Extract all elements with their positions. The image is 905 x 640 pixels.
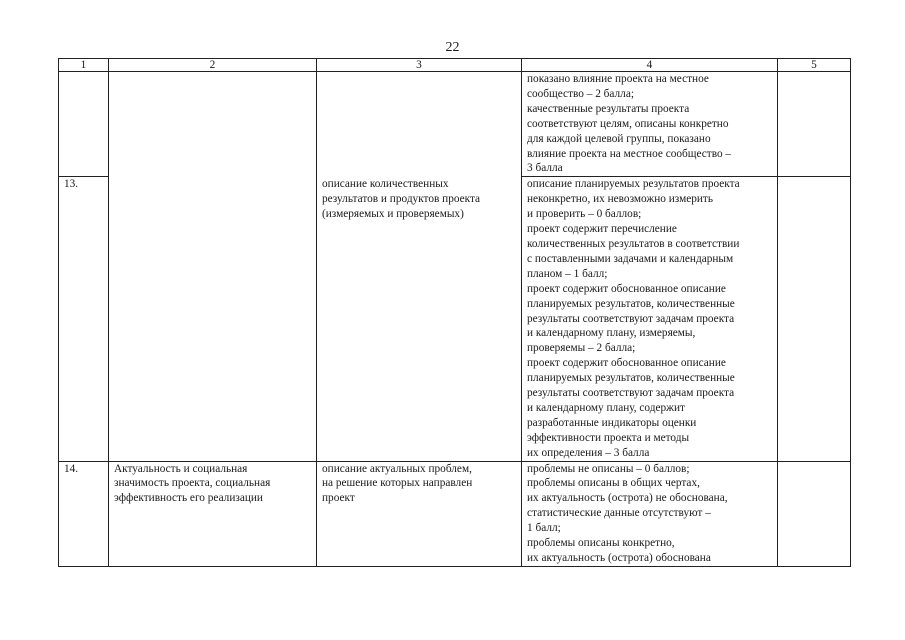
scoring-line: проверяемы – 2 балла; <box>527 342 636 355</box>
criterion-cell <box>109 461 317 566</box>
criterion-line: значимость проекта, социальная <box>114 477 271 490</box>
indicator-cell <box>317 72 522 177</box>
scoring-line: сообщество – 2 балла; <box>527 87 634 100</box>
criterion-line: эффективность его реализации <box>114 492 263 505</box>
scoring-line: проект содержит обоснованное описание <box>527 357 726 370</box>
indicator-line: описание актуальных проблем, <box>322 462 472 475</box>
table-row-13 <box>59 177 851 461</box>
indicator-line: проект <box>322 492 355 505</box>
criterion-cell <box>109 72 317 177</box>
scoring-line: влияние проекта на местное сообщество – <box>527 147 732 160</box>
criterion-cell <box>109 177 317 461</box>
scoring-line: результаты соответствуют задачам проекта <box>527 387 735 400</box>
header-col-5: 5 <box>778 59 851 72</box>
scoring-line: планом – 1 балл; <box>527 267 608 280</box>
header-col-2: 2 <box>109 59 317 72</box>
scoring-line: и календарному плану, содержит <box>527 401 685 414</box>
indicator-line: описание количественных <box>322 177 449 190</box>
header-row <box>59 59 851 72</box>
row-number: 13. <box>59 177 109 461</box>
col5-cell <box>778 461 851 566</box>
scoring-cell <box>522 461 778 566</box>
scoring-line: их актуальность (острота) не обоснована, <box>527 492 728 505</box>
criterion-line: Актуальность и социальная <box>114 462 248 475</box>
table-row-continued <box>59 72 851 177</box>
scoring-line: проект содержит обоснованное описание <box>527 282 726 295</box>
indicator-line: результатов и продуктов проекта <box>322 192 481 205</box>
scoring-line: и проверить – 0 баллов; <box>527 208 642 221</box>
col5-cell <box>778 72 851 177</box>
row-number: 14. <box>59 461 109 566</box>
header-col-1: 1 <box>59 59 109 72</box>
scoring-line: описание планируемых результатов проекта <box>527 178 740 191</box>
scoring-cell <box>522 177 778 461</box>
scoring-line: соответствуют целям, описаны конкретно <box>527 117 729 130</box>
scoring-line: 3 балла <box>527 162 563 175</box>
scoring-line: неконкретно, их невозможно измерить <box>527 193 714 206</box>
scoring-line: разработанные индикаторы оценки <box>527 416 697 429</box>
indicator-cell <box>317 461 522 566</box>
scoring-line: проблемы описаны в общих чертах, <box>527 477 700 490</box>
scoring-line: проблемы не описаны – 0 баллов; <box>527 462 690 475</box>
indicator-cell <box>317 177 522 461</box>
col5-cell <box>778 177 851 461</box>
page-number: 22 <box>445 40 460 55</box>
row-number <box>59 72 109 177</box>
indicator-line: (измеряемых и проверяемых) <box>322 207 464 220</box>
scoring-cell <box>522 72 778 177</box>
scoring-line: показано влияние проекта на местное <box>527 73 709 85</box>
indicator-line: на решение которых направлен <box>322 477 473 490</box>
scoring-line: проблемы описаны конкретно, <box>527 537 675 550</box>
scoring-line: их определения – 3 балла <box>527 446 650 459</box>
scoring-line: результаты соответствуют задачам проекта <box>527 312 735 325</box>
scoring-line: эффективности проекта и методы <box>527 431 690 444</box>
scoring-line: для каждой целевой группы, показано <box>527 132 711 145</box>
scoring-line: и календарному плану, измеряемы, <box>527 327 696 340</box>
scoring-line: их актуальность (острота) обоснована <box>527 552 711 564</box>
scoring-line: количественных результатов в соответствии <box>527 237 740 250</box>
criteria-table <box>58 58 851 567</box>
header-col-4: 4 <box>522 59 778 72</box>
scoring-line: проект содержит перечисление <box>527 223 677 236</box>
scoring-line: с поставленными задачами и календарным <box>527 252 734 265</box>
scoring-line: планируемых результатов, количественные <box>527 297 735 310</box>
header-col-3: 3 <box>317 59 522 72</box>
scoring-line: статистические данные отсутствуют – <box>527 507 711 520</box>
scoring-line: качественные результаты проекта <box>527 102 690 115</box>
scoring-line: 1 балл; <box>527 522 561 535</box>
scoring-line: планируемых результатов, количественные <box>527 372 735 385</box>
table-row-14 <box>59 461 851 566</box>
